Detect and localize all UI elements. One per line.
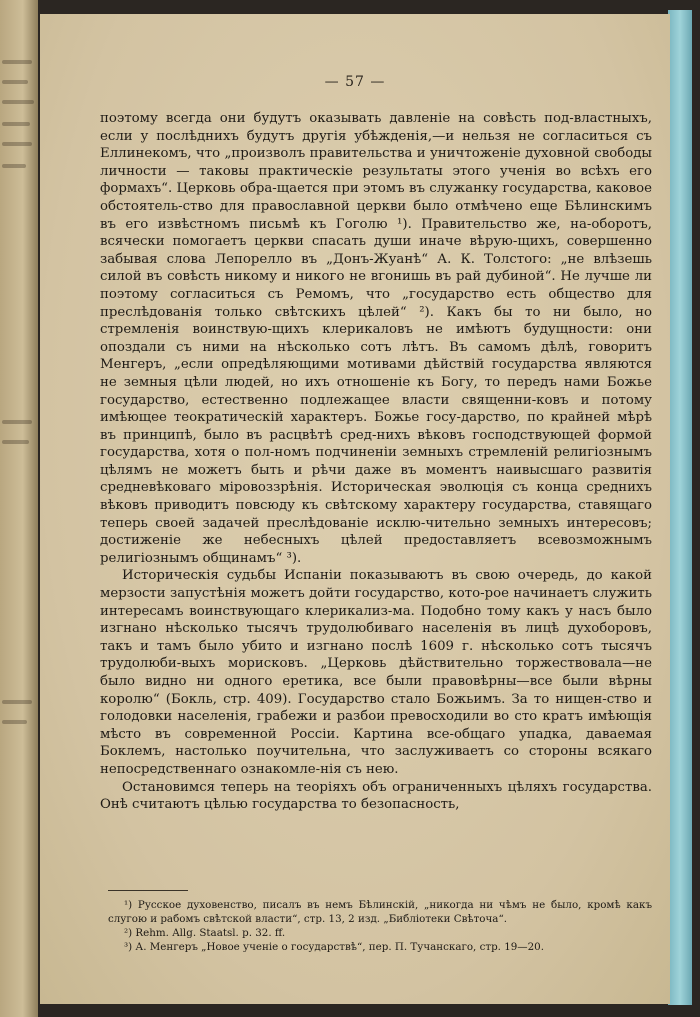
footnote: ³) А. Менгеръ „Новое ученіе о государствѣ“, пер. П. Тучанскаго, стр. 19—20. xyxy=(124,941,544,953)
body-text xyxy=(100,110,652,814)
footnote-rule xyxy=(108,890,188,891)
footnote: ¹) Русское духовенство, писалъ въ немъ Бѣлинскій, „никогда ни чѣмъ не было, кромѣ какъ слугою и рабомъ свѣтской власти“, стр. 13, 2 изд. „Библіотеки Свѣточа“. xyxy=(108,899,652,925)
footnote: ²) Rehm. Allg. Staatsl. p. 32. ff. xyxy=(124,927,286,939)
book-page xyxy=(40,14,670,1004)
paragraph: поэтому всегда они будутъ оказывать давленіе на совѣсть под-властныхъ, если у послѣднихъ будутъ другія убѣжденія,—и нельзя не согласиться съ Еллинекомъ, что „произволъ правительства и уничтоженіе духовной свободы личности — таковы практическіе результаты этого ученія во всѣхъ его формахъ“. Церковь обра-щается при этомъ въ служанку государства, каковое обстоятель-ство для православной церкви было отмѣчено еще Бѣлинскимъ въ его извѣстномъ письмѣ къ Гоголю ¹). Правительство же, на-оборотъ, всячески помогаетъ церкви спасать души иначе вѣрую-щихъ, совершенно забывая слова Лепорелло въ „Донъ-Жуанѣ“ А. К. Толстого: „не влѣзешь силой въ совѣсть никому и никого не вгонишь въ рай дубиной“. Не лучше ли поэтому согласиться съ Ремомъ, что „государство есть общество для преслѣдованія только свѣтскихъ цѣлей“ ²). Какъ бы то ни было, но стремленія воинствую-щихъ клерикаловъ не имѣютъ будущности: они опоздали съ ними на нѣсколько сотъ лѣтъ. Въ самомъ дѣлѣ, говоритъ Менгеръ, „если опредѣляющими мотивами дѣйствій государства являются не земныя цѣли людей, но ихъ отношеніе къ Богу, то передъ нами Божье государство, естественно подлежащее власти священни-ковъ и потому имѣющее теократическій характеръ. Божье госу-дарство, по крайней мѣрѣ въ принципѣ, было въ расцвѣтѣ сред-нихъ вѣковъ господствующей формой государства, хотя о пол-номъ подчиненіи земныхъ стремленій религіознымъ цѣлямъ не можетъ быть и рѣчи даже въ моментъ наивысшаго развитія средневѣковаго міровоззрѣнія. Историческая эволюція съ конца среднихъ вѣковъ приводитъ повсюду къ свѣтскому характеру государства, ставящаго теперь своей задачей преслѣдованіе исклю-чительно земныхъ интересовъ; достиженіе же небесныхъ цѣлей предоставляетъ всевозможнымъ религіознымъ общинамъ“ ³). xyxy=(100,111,652,566)
paragraph: Историческія судьбы Испаніи показываютъ въ свою очередь, до какой мерзости запустѣнія можетъ дойти государство, кото-рое начинаетъ служить интересамъ воинствующаго клерикализ-ма. Подобно тому какъ у насъ было изгнано нѣсколько тысячъ трудолюбиваго населенія въ лицѣ духоборовъ, такъ и тамъ было убито и изгнано послѣ 1609 г. нѣсколько сотъ тысячъ трудолюби-выхъ морисковъ. „Церковь дѣйствительно торжествовала—не было видно ни одного еретика, все были правовѣрны—все были вѣрны королю“ (Бокль, стр. 409). Государство стало Божьимъ. За то нищен-ство и голодовки населенія, грабежи и разбои превосходили во сто кратъ имѣющія мѣсто въ современной Россіи. Картина все-общаго упадка, даваемая Боклемъ, настолько поучительна, что заслуживаетъ со стороны всякаго непосредственнаго ознакомле-нія съ нею. xyxy=(100,568,652,777)
footnotes xyxy=(108,898,652,954)
adjacent-page-edge xyxy=(0,0,38,1017)
page-number: — 57 — xyxy=(324,74,386,90)
book-cover-edge xyxy=(668,10,692,1005)
paragraph: Остановимся теперь на теоріяхъ объ ограниченныхъ цѣляхъ государства. Онѣ считаютъ цѣлью государства то безопасность, xyxy=(100,779,652,813)
